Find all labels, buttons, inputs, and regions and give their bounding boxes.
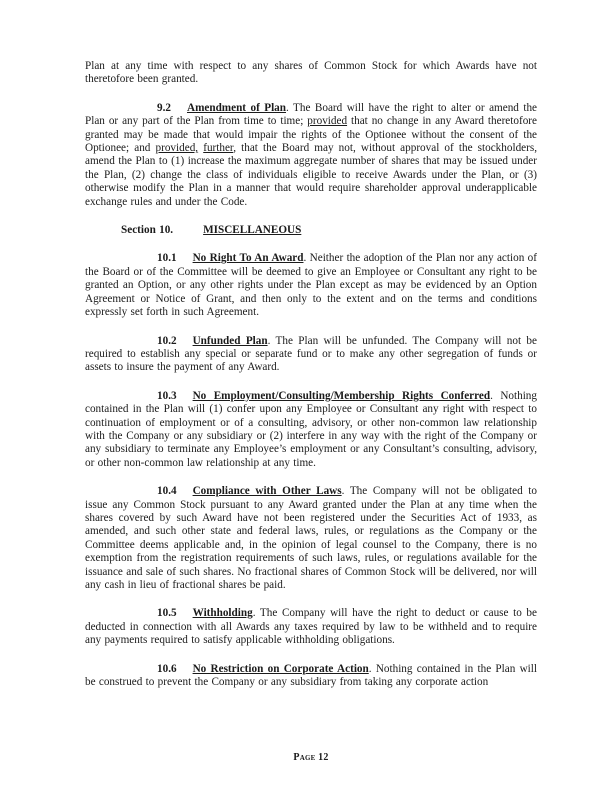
body-text: that no change in any Award theretofore granted may be made that would impair the rights of the Optionee without the consent of the Optionee; and bbox=[85, 115, 537, 155]
underlined-term: provided bbox=[307, 115, 348, 128]
paragraph-10-4 bbox=[85, 485, 537, 592]
section-10-heading bbox=[85, 224, 537, 237]
paragraph-10-1 bbox=[85, 252, 537, 319]
body-text: . The Company will not be obligated to issue any Common Stock pursuant to any Award granted under the Plan at any time when the shares covered by such Award have not been registered under the Securities Act of 1933, as amended, and such other state and federal laws, rules, or regulations as the Company or the Committee deems applicable and, in the opinion of legal counsel to the Company, there is no exemption from the registration requirements of such laws, rules, or regulations available for the issuance and sale of such shares. No fractional shares of Common Stock will be delivered, nor will any cash in lieu of fractional shares be paid. bbox=[85, 485, 537, 591]
underlined-term: provided, bbox=[155, 142, 199, 155]
body-text: . Nothing contained in the Plan will be construed to prevent the Company or any subsidiary from taking any corporate action bbox=[85, 662, 537, 689]
paragraph-10-3 bbox=[85, 390, 537, 470]
section-number: Section 10. bbox=[121, 224, 174, 237]
body-text: , that the Board may not, without approval of the stockholders, amend the Plan to (1) increase the maximum aggregate number of shares that may be issued under the Plan, (2) change the class of individuals eligible to receive Awards under the Plan, or (3) otherwise modify the Plan in a manner that would require shareholder approval underapplicable exchange rules and under the Code. bbox=[85, 142, 538, 208]
paragraph-9-2 bbox=[85, 102, 537, 209]
section-number: 10.5 bbox=[157, 607, 177, 620]
document-body bbox=[85, 60, 537, 689]
heading-text: No Restriction on Corporate Action bbox=[192, 662, 369, 675]
body-text: . The Plan will be unfunded. The Company will not be required to establish any special or separate fund or to make any other segregation of funds or assets to insure the payment of any Award. bbox=[85, 334, 537, 374]
section-number: 10.4 bbox=[157, 485, 177, 498]
paragraph-10-5 bbox=[85, 607, 537, 647]
body-text: . The Company will have the right to deduct or cause to be deducted in connection with all Awards any taxes required by law to be withheld and to require any payments required to satisfy applicable withholding obligations. bbox=[85, 607, 537, 647]
section-number: 9.2 bbox=[157, 101, 171, 114]
section-number: 10.2 bbox=[157, 334, 177, 347]
heading-text: Compliance with Other Laws bbox=[192, 485, 342, 498]
paragraph-10-2 bbox=[85, 335, 537, 375]
underlined-term: further bbox=[203, 142, 234, 155]
paragraph-10-6 bbox=[85, 663, 537, 690]
body-text: . Nothing contained in the Plan will (1) confer upon any Employee or Consultant any right with respect to continuation of employment or of a consulting, advisory, or other non-common law relationship with the Company or any subsidiary or (2) interfere in any way with the right of the Company or any subsidiary to terminate any Employee’s employment or any Consultant’s consulting, advisory, or other non-common law relationship at any time. bbox=[85, 389, 537, 469]
section-number: 10.1 bbox=[157, 252, 177, 265]
heading-text: Unfunded Plan bbox=[192, 334, 268, 347]
section-number: 10.6 bbox=[157, 662, 177, 675]
heading-text: No Right To An Award bbox=[192, 252, 304, 265]
body-text: Plan at any time with respect to any shares of Common Stock for which Awards have not theretofore been granted. bbox=[85, 60, 537, 86]
page-number-footer: Page 12 bbox=[293, 752, 329, 763]
section-number: 10.3 bbox=[157, 389, 177, 402]
body-text: . Neither the adoption of the Plan nor any action of the Board or of the Committee will be deemed to give an Employee or Consultant any right to be granted an Option, or any other rights under the Plan except as may be evidenced by an Option Agreement or Notice of Grant, and then only to the extent and on the terms and conditions expressly set forth in such Agreement. bbox=[85, 252, 537, 319]
heading-text: Amendment of Plan bbox=[186, 101, 287, 114]
heading-text: MISCELLANEOUS bbox=[203, 224, 302, 237]
paragraph-continuation bbox=[85, 60, 537, 87]
body-text: . The Board will have the right to alter or amend the Plan or any part of the Plan from time to time; bbox=[85, 101, 538, 128]
heading-text: Withholding bbox=[192, 607, 253, 620]
heading-text: No Employment/Consulting/Membership Rights Conferred bbox=[192, 389, 491, 402]
